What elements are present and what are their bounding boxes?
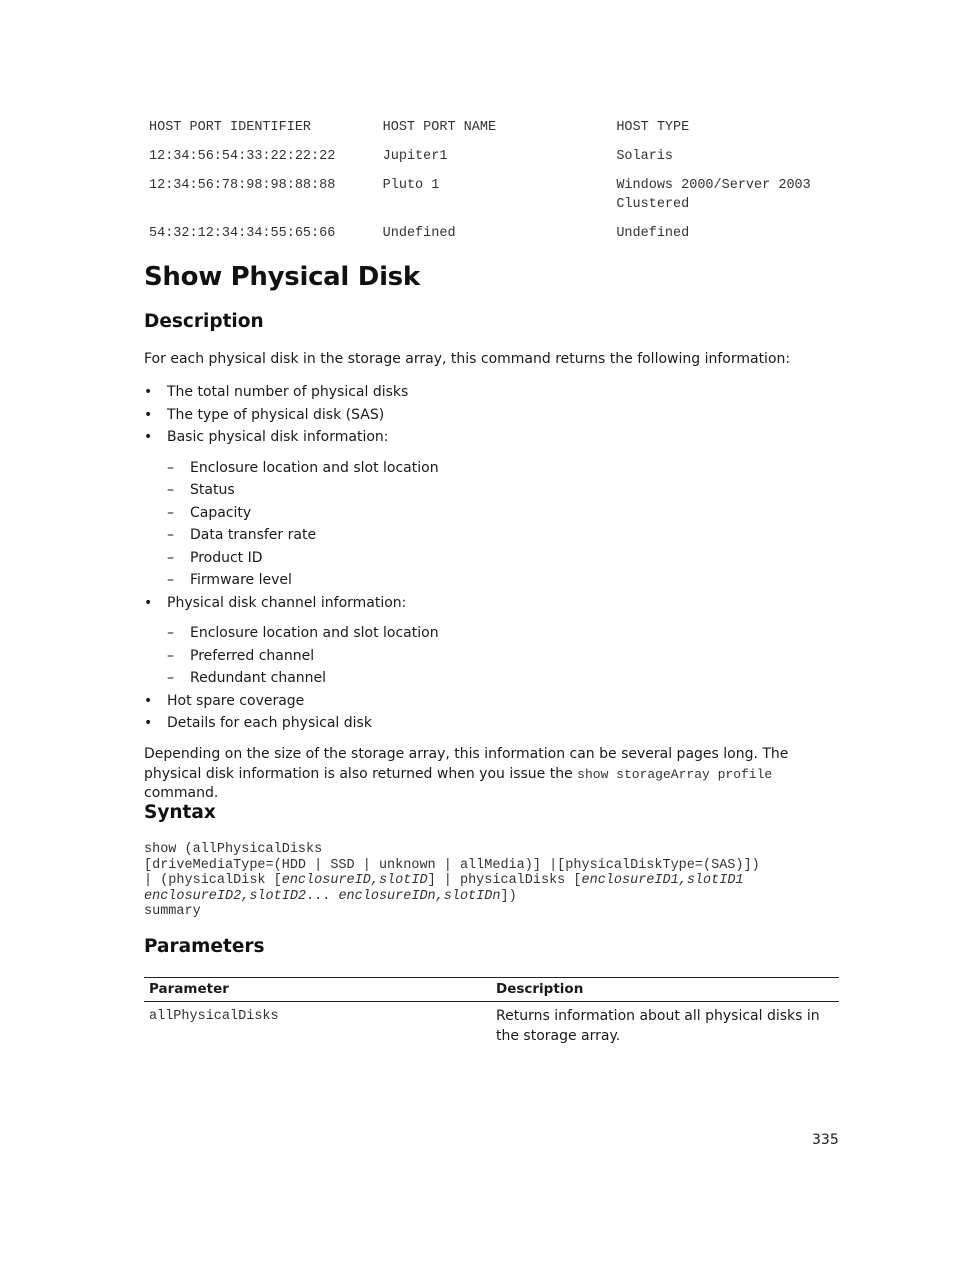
syntax-fragment: ... — [306, 888, 339, 904]
list-item — [144, 404, 824, 427]
syntax-fragment: | (physicalDisk [ — [144, 873, 282, 888]
syntax-placeholder: enclosureID,slotID — [281, 873, 428, 888]
list-item — [144, 712, 824, 735]
syntax-code-block — [144, 842, 760, 920]
bullet-icon: • — [144, 384, 153, 400]
closing-text-end: command. — [144, 785, 219, 801]
sub-list-item-text: Firmware level — [190, 572, 292, 588]
host-port-name-cell: Jupiter1 — [382, 149, 448, 164]
parameters-table-header — [144, 978, 839, 1002]
list-item — [144, 690, 824, 713]
table-row — [144, 166, 844, 214]
sub-list-item-text: Enclosure location and slot location — [190, 459, 439, 476]
syntax-heading: Syntax — [144, 802, 216, 823]
sub-list-item — [167, 524, 824, 547]
host-type-cell: Undefined — [616, 226, 690, 241]
bullet-icon: • — [144, 715, 153, 731]
sub-list-item — [167, 457, 824, 480]
syntax-placeholder: enclosureIDn,slotIDn — [338, 888, 501, 904]
sub-list-item — [167, 547, 824, 570]
dash-icon: – — [167, 625, 174, 641]
syntax-line: show (allPhysicalDisks — [144, 842, 323, 857]
basic-info-sublist — [167, 457, 824, 592]
syntax-line: [driveMediaType=(HDD | SSD | unknown | allMedia)] |[physicalDiskType=(SAS)]) — [144, 857, 760, 873]
host-port-table — [144, 118, 844, 243]
syntax-fragment: ] | physicalDisks [ — [427, 873, 582, 888]
sub-list-item-text: Enclosure location and slot location — [190, 625, 439, 641]
header-host-port-identifier: HOST PORT IDENTIFIER — [149, 120, 312, 135]
parameter-description-cell: Returns information about all physical disks in the storage array. — [496, 1008, 820, 1044]
host-type-cell: Solaris — [616, 149, 674, 164]
dash-icon: – — [167, 572, 174, 588]
table-row — [144, 214, 844, 243]
sub-list-item-text: Capacity — [190, 504, 252, 521]
description-intro: For each physical disk in the storage array, this command returns the following information: — [144, 351, 791, 367]
bullet-icon: • — [144, 692, 153, 709]
dash-icon: – — [167, 459, 174, 476]
host-port-identifier-cell: 54:32:12:34:34:55:65:66 — [149, 226, 336, 241]
host-port-identifier-cell: 12:34:56:78:98:98:88:88 — [149, 178, 336, 193]
channel-info-sublist — [167, 622, 824, 690]
syntax-placeholder: enclosureID1,slotID1 — [581, 873, 744, 888]
dash-icon: – — [167, 549, 174, 566]
sub-list-item-text: Redundant channel — [190, 670, 327, 686]
parameter-name-cell: allPhysicalDisks — [149, 1009, 279, 1024]
header-host-type: HOST TYPE — [616, 120, 690, 135]
sub-list-item-text: Data transfer rate — [190, 527, 317, 543]
dash-icon: – — [167, 670, 174, 686]
syntax-fragment: ]) — [500, 888, 517, 904]
list-item-text: The type of physical disk (SAS) — [167, 406, 385, 423]
description-heading: Description — [144, 311, 264, 332]
sub-list-item-text: Product ID — [190, 549, 263, 566]
parameters-table — [144, 977, 839, 1051]
list-item — [144, 381, 824, 404]
syntax-line — [144, 889, 760, 905]
inline-command: show storageArray profile — [577, 766, 773, 782]
syntax-line — [144, 873, 760, 889]
table-row — [144, 1002, 839, 1052]
page-number: 335 — [812, 1132, 839, 1148]
header-host-port-name: HOST PORT NAME — [382, 120, 497, 135]
dash-icon: – — [167, 647, 174, 664]
list-item-text: The total number of physical disks — [167, 384, 409, 400]
host-table-header — [144, 118, 844, 137]
host-type-cell: Windows 2000/Server 2003 Clustered — [616, 178, 811, 212]
sub-list-item — [167, 645, 824, 668]
list-item-text: Details for each physical disk — [167, 715, 372, 731]
sub-list-item — [167, 622, 824, 645]
syntax-line: summary — [144, 904, 201, 919]
parameters-heading: Parameters — [144, 936, 265, 957]
list-item — [144, 426, 824, 592]
bullet-icon: • — [144, 429, 153, 445]
bullet-icon: • — [144, 406, 153, 423]
bullet-icon: • — [144, 594, 153, 611]
list-item-text: Basic physical disk information: — [167, 429, 389, 445]
list-item — [144, 592, 824, 690]
syntax-placeholder: enclosureID2,slotID2 — [144, 888, 307, 904]
info-list — [144, 381, 824, 735]
header-parameter: Parameter — [144, 978, 491, 1002]
header-description: Description — [491, 978, 839, 1002]
host-port-identifier-cell: 12:34:56:54:33:22:22:22 — [149, 149, 336, 164]
host-port-name-cell: Pluto 1 — [382, 178, 440, 193]
dash-icon: – — [167, 527, 174, 543]
closing-text: Depending on the size of the storage array, this information can be several pages long. The physical disk information is also returned when you issue the — [144, 746, 789, 782]
table-row — [144, 137, 844, 166]
dash-icon: – — [167, 482, 174, 498]
list-item-text: Physical disk channel information: — [167, 594, 407, 611]
sub-list-item-text: Status — [190, 482, 235, 498]
sub-list-item — [167, 479, 824, 502]
page-title: Show Physical Disk — [144, 262, 420, 292]
list-item-text: Hot spare coverage — [167, 692, 305, 709]
sub-list-item — [167, 569, 824, 592]
sub-list-item — [167, 502, 824, 525]
sub-list-item-text: Preferred channel — [190, 647, 315, 664]
description-closing — [144, 745, 844, 804]
host-port-name-cell: Undefined — [382, 226, 456, 241]
sub-list-item — [167, 667, 824, 690]
dash-icon: – — [167, 504, 174, 521]
